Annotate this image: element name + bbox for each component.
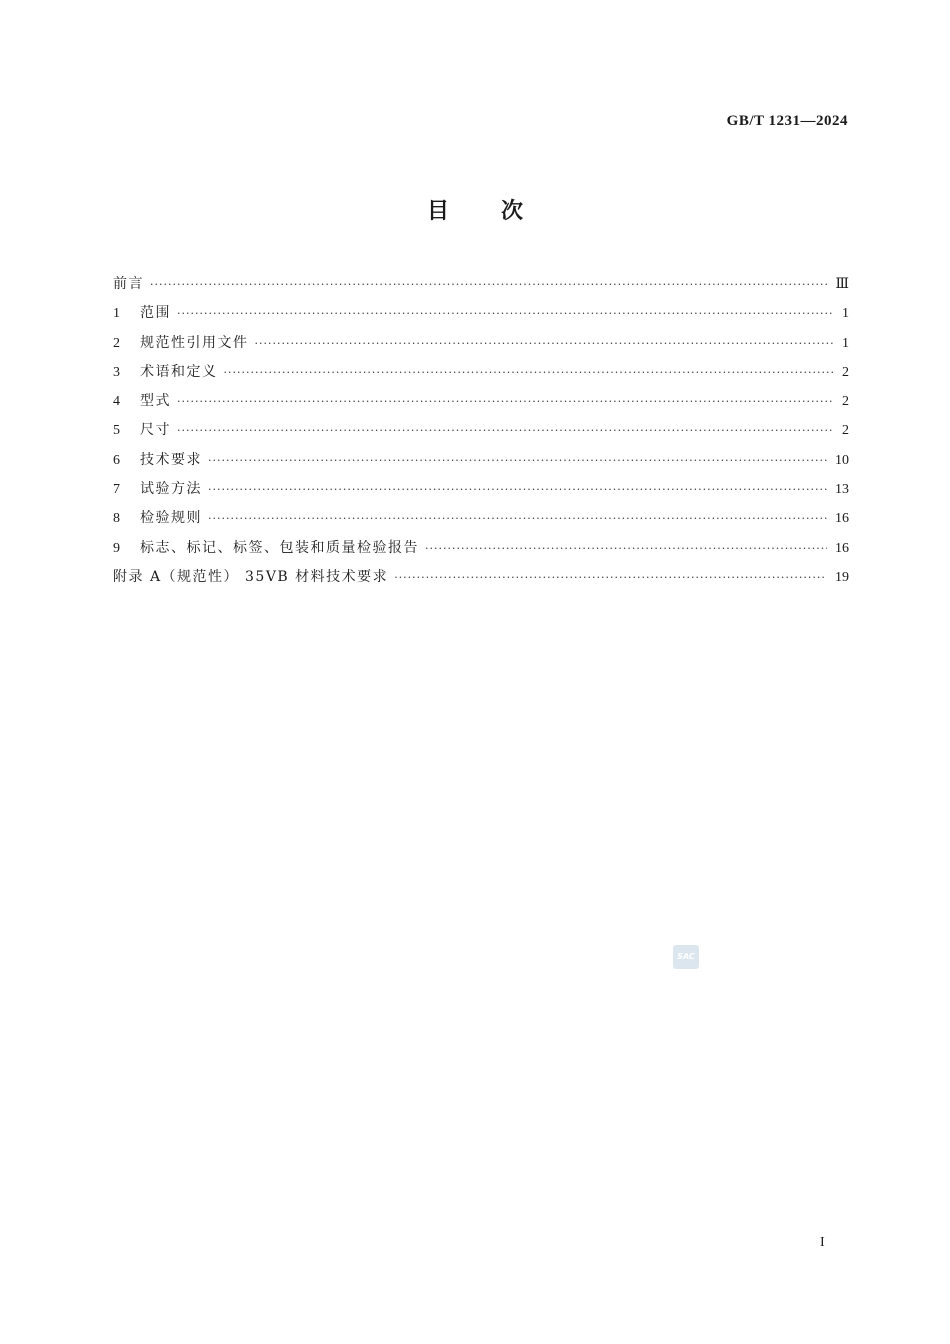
toc-leader-dots bbox=[224, 358, 835, 387]
page-title bbox=[0, 194, 950, 225]
toc-entry-label: 术语和定义 bbox=[140, 363, 218, 380]
toc-entry-7[interactable] bbox=[113, 475, 849, 504]
toc-leader-dots bbox=[425, 534, 827, 563]
table-of-contents bbox=[113, 270, 849, 592]
toc-entry-page: 2 bbox=[842, 423, 849, 439]
toc-entry-number: 4 bbox=[113, 394, 120, 410]
toc-entry-page: 16 bbox=[835, 540, 849, 556]
toc-entry-label: 型式 bbox=[140, 393, 171, 410]
toc-entry-2[interactable] bbox=[113, 329, 849, 358]
toc-entry-9[interactable] bbox=[113, 534, 849, 563]
toc-entry-label: 范围 bbox=[140, 305, 171, 322]
toc-entry-label: 技术要求 bbox=[140, 451, 202, 468]
toc-entry-number: 1 bbox=[113, 306, 120, 322]
toc-entry-label: 检验规则 bbox=[140, 510, 202, 527]
toc-leader-dots bbox=[208, 504, 827, 533]
toc-leader-dots bbox=[177, 416, 834, 445]
toc-entry-6[interactable] bbox=[113, 446, 849, 475]
sac-watermark-logo: SAC bbox=[673, 945, 699, 969]
standard-code: GB/T 1231—2024 bbox=[726, 113, 848, 129]
toc-entry-label: 标志、标记、标签、包装和质量检验报告 bbox=[140, 539, 419, 556]
toc-entry-label: 附录 A（规范性） 35VB 材料技术要求 bbox=[113, 568, 389, 585]
toc-entry-3[interactable] bbox=[113, 358, 849, 387]
toc-leader-dots bbox=[208, 446, 827, 475]
toc-entry-5[interactable] bbox=[113, 416, 849, 445]
toc-leader-dots bbox=[177, 387, 834, 416]
title-char-1: 目 bbox=[426, 199, 449, 224]
toc-entry-number: 2 bbox=[113, 335, 120, 351]
toc-entry-page: 2 bbox=[842, 364, 849, 380]
toc-entry-label: 规范性引用文件 bbox=[140, 334, 249, 351]
title-char-2: 次 bbox=[501, 199, 524, 224]
toc-leader-dots bbox=[208, 475, 827, 504]
toc-entry-4[interactable] bbox=[113, 387, 849, 416]
toc-entry-8[interactable] bbox=[113, 504, 849, 533]
toc-leader-dots bbox=[394, 563, 827, 592]
toc-entry-number: 3 bbox=[113, 364, 120, 380]
toc-entry-number: 7 bbox=[113, 482, 120, 498]
toc-entry-annex-a[interactable] bbox=[113, 563, 849, 592]
toc-entry-page: Ⅲ bbox=[835, 277, 849, 292]
toc-entry-page: 2 bbox=[842, 394, 849, 410]
toc-entry-page: 16 bbox=[835, 511, 849, 527]
toc-entry-number: 6 bbox=[113, 452, 120, 468]
toc-entry-page: 1 bbox=[842, 335, 849, 351]
toc-entry-foreword[interactable] bbox=[113, 270, 849, 299]
toc-leader-dots bbox=[255, 329, 835, 358]
toc-entry-number: 8 bbox=[113, 511, 120, 527]
page-number: I bbox=[820, 1235, 825, 1250]
toc-entry-label: 前言 bbox=[113, 276, 144, 292]
toc-entry-label: 试验方法 bbox=[140, 481, 202, 498]
toc-leader-dots bbox=[177, 299, 834, 328]
toc-entry-label: 尺寸 bbox=[140, 422, 171, 439]
toc-entry-page: 13 bbox=[835, 482, 849, 498]
toc-entry-number: 5 bbox=[113, 423, 120, 439]
toc-leader-dots bbox=[150, 270, 827, 299]
toc-entry-number: 9 bbox=[113, 540, 120, 556]
toc-entry-page: 10 bbox=[835, 452, 849, 468]
toc-entry-page: 1 bbox=[842, 306, 849, 322]
toc-entry-1[interactable] bbox=[113, 299, 849, 328]
toc-entry-page: 19 bbox=[835, 569, 849, 585]
